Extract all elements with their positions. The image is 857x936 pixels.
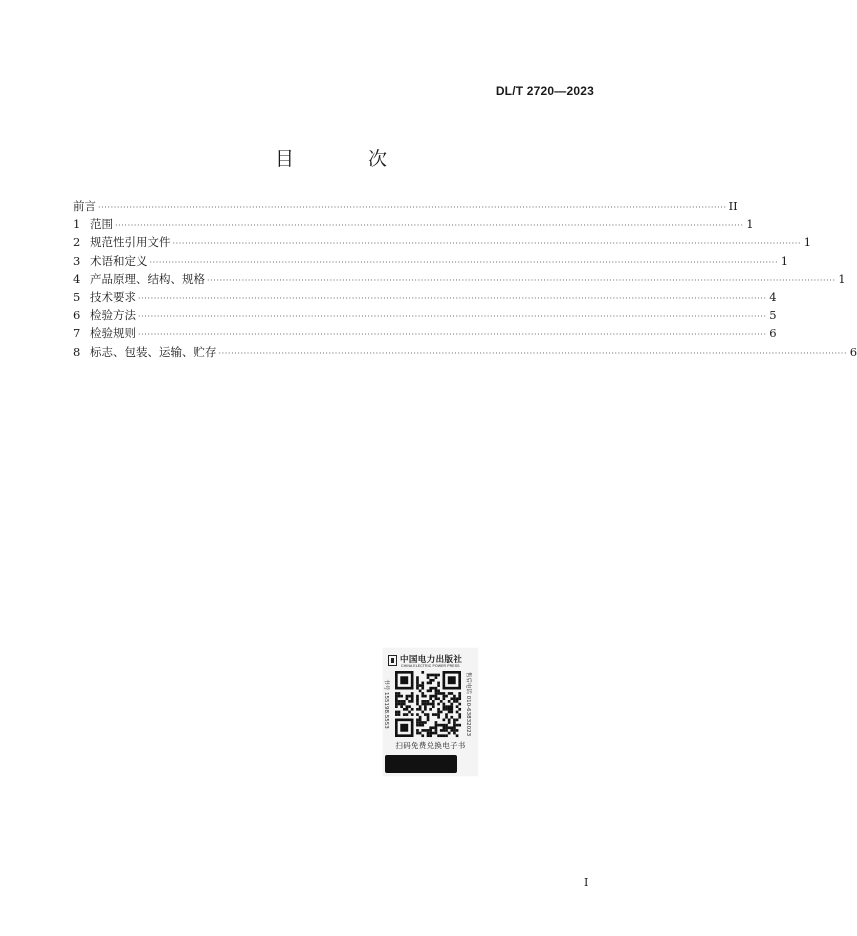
toc-entry-number: 2 bbox=[73, 235, 81, 250]
toc-dot-leader: ········································································································································································································ bbox=[138, 330, 767, 340]
toc-entry-number: 5 bbox=[73, 289, 81, 304]
standard-code: DL/T 2720—2023 bbox=[495, 84, 594, 98]
toc-entry-number: 3 bbox=[73, 253, 81, 268]
toc-entry-page: 4 bbox=[769, 289, 777, 304]
page-number: I bbox=[584, 876, 589, 889]
service-phone-text: 售后电话 010-63832023 bbox=[465, 671, 471, 737]
toc-entry-8[interactable] bbox=[73, 343, 857, 361]
toc-entry-foreword[interactable] bbox=[73, 197, 738, 215]
toc-entry-number: 1 bbox=[73, 217, 81, 232]
toc-entry-number: 7 bbox=[73, 326, 81, 341]
publisher-logo-icon bbox=[388, 655, 397, 666]
book-number-text: 书号 155198.5553 bbox=[383, 679, 389, 729]
qr-code-icon[interactable] bbox=[395, 671, 461, 737]
toc-entry-number: 8 bbox=[73, 344, 81, 359]
publisher-name-en: CHINA ELECTRIC POWER PRESS bbox=[401, 664, 460, 668]
toc-title: 目 次 bbox=[274, 148, 422, 170]
qr-caption: 扫码免费兑换电子书 bbox=[395, 741, 466, 750]
toc-entry-5[interactable] bbox=[73, 288, 777, 306]
toc-entry-label: 检验规则 bbox=[90, 326, 136, 341]
toc-entry-4[interactable] bbox=[73, 270, 846, 288]
ebook-qr-card bbox=[383, 648, 478, 776]
toc-entry-page: 1 bbox=[780, 253, 789, 268]
toc-dot-leader: ········································································································································································································ bbox=[138, 293, 767, 303]
toc-entry-1[interactable] bbox=[73, 215, 754, 233]
toc-entry-label: 规范性引用文件 bbox=[90, 235, 171, 250]
toc-entry-6[interactable] bbox=[73, 306, 777, 324]
toc-entry-page: 6 bbox=[849, 344, 857, 359]
toc-dot-leader: ········································································································································································································ bbox=[172, 239, 802, 249]
toc-entry-label: 术语和定义 bbox=[90, 253, 148, 268]
toc-entry-number: 4 bbox=[73, 271, 81, 286]
toc-entry-label: 检验方法 bbox=[90, 308, 136, 323]
redaction-bar bbox=[385, 755, 457, 773]
toc-entry-3[interactable] bbox=[73, 252, 789, 270]
toc-entry-label: 产品原理、结构、规格 bbox=[90, 271, 205, 286]
toc-entry-page: II bbox=[728, 199, 738, 213]
toc-entry-2[interactable] bbox=[73, 233, 812, 251]
toc-entry-label: 标志、包装、运输、贮存 bbox=[90, 344, 217, 359]
toc-entry-number: 6 bbox=[73, 308, 81, 323]
toc-entry-7[interactable] bbox=[73, 324, 777, 342]
toc-dot-leader: ········································································································································································································ bbox=[115, 221, 744, 231]
toc-entry-label: 范围 bbox=[90, 217, 113, 232]
toc-entry-page: 5 bbox=[769, 308, 777, 323]
toc-dot-leader: ········································································································································································································ bbox=[98, 203, 727, 212]
toc-entry-page: 1 bbox=[838, 271, 846, 286]
toc-dot-leader: ········································································································································································································ bbox=[207, 275, 836, 285]
toc-entry-page: 6 bbox=[769, 326, 777, 341]
toc-dot-leader: ········································································································································································································ bbox=[218, 348, 848, 358]
toc-entry-page: 1 bbox=[803, 235, 812, 250]
toc-dot-leader: ········································································································································································································ bbox=[149, 257, 779, 267]
toc-dot-leader: ········································································································································································································ bbox=[138, 312, 767, 322]
toc-entry-label: 技术要求 bbox=[90, 289, 136, 304]
table-of-contents bbox=[73, 197, 857, 361]
toc-entry-label: 前言 bbox=[73, 199, 96, 213]
toc-entry-page: 1 bbox=[746, 217, 754, 232]
publisher-name: 中国电力出版社 bbox=[400, 655, 463, 665]
qr-code-graphic bbox=[395, 671, 461, 737]
